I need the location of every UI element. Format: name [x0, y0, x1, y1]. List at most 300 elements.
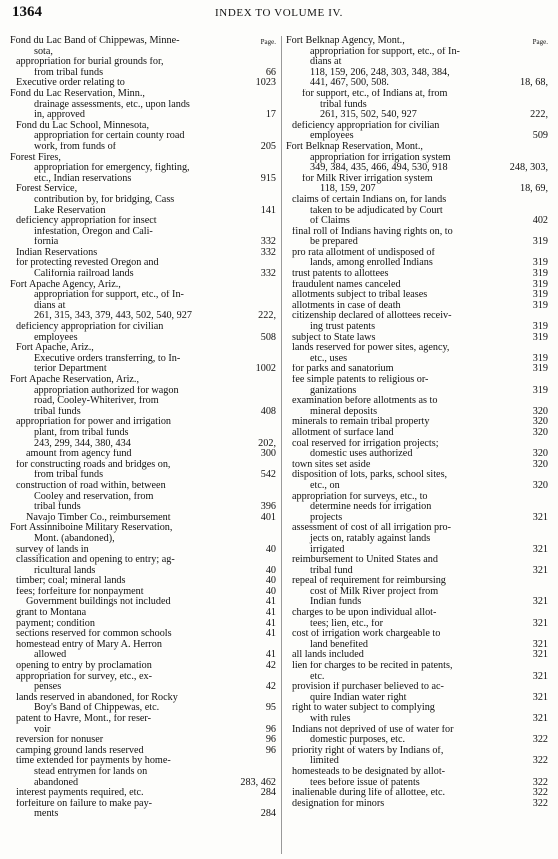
entry-line: tribal funds: [34, 406, 81, 417]
index-entry: [10, 280, 276, 322]
index-entry: [286, 36, 548, 89]
index-entry: [286, 650, 548, 661]
entry-line: right to water subject to complying: [292, 703, 435, 714]
entry-line: claims of certain Indians on, for lands: [292, 194, 447, 205]
entry-line: Fond du Lac Band of Chippewas, Minne-: [10, 36, 180, 46]
page-reference: 1023: [255, 77, 276, 89]
index-entry: [10, 640, 276, 661]
index-entry: [10, 153, 276, 185]
column-divider: [281, 36, 282, 854]
index-entry: [286, 523, 548, 555]
page-reference: 319: [532, 278, 548, 290]
page-reference: 96: [265, 734, 276, 746]
entry-line: etc., uses: [310, 353, 348, 364]
index-entry: [286, 767, 548, 788]
index-entry: [286, 142, 548, 174]
page-reference: 915: [260, 172, 276, 184]
entry-line: homesteads to be designated by allot-: [292, 766, 446, 777]
page-reference: 508: [260, 331, 276, 343]
index-entry: [286, 280, 548, 291]
page-reference: 321: [532, 691, 548, 703]
entry-line: for support, etc., of Indians at, from: [302, 88, 448, 99]
page-reference: 332: [260, 246, 276, 258]
index-entry: [10, 417, 276, 449]
page-reference: 66: [265, 66, 276, 78]
entry-line: opening to entry by proclamation: [16, 661, 152, 672]
entry-line: all lands included: [292, 650, 364, 661]
entry-line: appropriation for survey, etc., ex-: [16, 671, 152, 682]
index-entry: [286, 788, 548, 799]
entry-line: appropriation for power and irrigation: [16, 417, 172, 428]
index-entry: [286, 269, 548, 280]
entry-line: citizenship declared of allottees receiv-: [292, 311, 452, 322]
page-reference: 509: [532, 130, 548, 142]
index-entry: [10, 672, 276, 693]
index-entry: [10, 57, 276, 78]
entry-line: lands, among enrolled Indians: [310, 258, 433, 269]
entry-line: inalienable during life of allottee, etc.: [292, 788, 446, 799]
index-entry: [10, 756, 276, 788]
page-reference: 408: [260, 405, 276, 417]
entry-line: Fort Assinniboine Military Reservation,: [10, 523, 173, 534]
page-reference: 40: [265, 543, 276, 555]
entry-line: tribal fund: [310, 565, 353, 576]
page-reference: 322: [532, 734, 548, 746]
entry-line: appropriation authorized for wagon: [34, 385, 179, 396]
entry-line: stead entrymen for lands on: [34, 766, 148, 777]
page-reference: 396: [260, 501, 276, 513]
entry-line: Indian Reservations: [16, 247, 98, 258]
page-reference: 96: [265, 744, 276, 756]
entry-line: Indian funds: [310, 597, 362, 608]
page-reference: 319: [532, 363, 548, 375]
page-reference: 321: [532, 564, 548, 576]
entry-line: subject to State laws: [292, 332, 376, 343]
page-reference: 319: [532, 331, 548, 343]
entry-line: time extended for payments by home-: [16, 756, 171, 767]
entry-line: tees; lien, etc., for: [310, 618, 383, 629]
index-entry: [10, 735, 276, 746]
index-entry: [286, 682, 548, 703]
entry-line: fornia: [34, 237, 59, 248]
index-entry: [286, 428, 548, 439]
page-reference: 95: [265, 702, 276, 714]
entry-line: allotments subject to tribal leases: [292, 290, 428, 301]
page-reference: 300: [260, 448, 276, 460]
page-reference: 319: [532, 268, 548, 280]
entry-line: terior Department: [34, 364, 107, 375]
entry-line: dians at: [34, 300, 66, 311]
page-reference: 40: [265, 585, 276, 597]
entry-line: timber; coal; mineral lands: [16, 576, 126, 587]
page-reference: 41: [265, 596, 276, 608]
entry-line: classification and opening to entry; ag-: [16, 555, 175, 566]
index-entry: [10, 714, 276, 735]
entry-line: etc., on: [310, 480, 340, 491]
index-entry: [286, 661, 548, 682]
index-entry: [10, 216, 276, 248]
entry-line: lien for charges to be recited in patents,: [292, 661, 453, 672]
index-entry: [10, 629, 276, 640]
index-entry: [10, 184, 276, 216]
entry-line: final roll of Indians having rights on, to: [292, 226, 453, 237]
entry-line: survey of lands in: [16, 544, 89, 555]
index-entry: [10, 693, 276, 714]
entry-line: Lake Reservation: [34, 205, 106, 216]
page-reference: 42: [265, 681, 276, 693]
page-reference: 320: [532, 426, 548, 438]
entry-line: appropriation for support, etc., of In-: [310, 46, 460, 57]
entry-line: provision if purchaser believed to ac-: [292, 682, 444, 693]
page-reference: 319: [532, 257, 548, 269]
index-entry: [10, 121, 276, 153]
entry-line: construction of road within, between: [16, 480, 166, 491]
index-entry: [286, 396, 548, 417]
page-reference: 320: [532, 458, 548, 470]
entry-line: deficiency appropriation for civilian: [16, 322, 164, 333]
entry-line: patent to Havre, Mont., for reser-: [16, 714, 152, 724]
index-entry: [10, 587, 276, 598]
entry-line: Navajo Timber Co., reimbursement: [26, 512, 171, 523]
entry-line: Fort Apache, Ariz.,: [16, 343, 94, 354]
entry-line: cost of Milk River project from: [310, 586, 439, 597]
entry-line: jects on, ratably against lands: [310, 533, 431, 544]
entry-line: payment; condition: [16, 618, 95, 629]
right-column: [286, 36, 548, 809]
entry-line: designation for minors: [292, 798, 385, 809]
page-reference: 319: [532, 299, 548, 311]
entry-line: Forest Fires,: [10, 152, 61, 163]
page-reference: 41: [265, 607, 276, 619]
index-entry: [10, 619, 276, 630]
entry-line: mineral deposits: [310, 406, 378, 417]
index-entry: [286, 470, 548, 491]
entry-line: employees: [310, 131, 354, 142]
entry-line: land benefited: [310, 639, 368, 650]
entry-line: examination before allotments as to: [292, 396, 438, 407]
index-entry: [286, 89, 548, 121]
entry-line: from tribal funds: [34, 67, 104, 78]
page-reference: 322: [532, 787, 548, 799]
index-entry: [286, 746, 548, 767]
running-title: INDEX TO VOLUME IV.: [215, 7, 343, 19]
page-reference: 542: [260, 469, 276, 481]
page-reference: 402: [532, 215, 548, 227]
entry-line: homestead entry of Mary A. Herron: [16, 639, 162, 650]
page-reference: 321: [532, 617, 548, 629]
entry-line: 243, 299, 344, 380, 434: [34, 438, 131, 449]
index-entry: [286, 364, 548, 375]
entry-line: etc.: [310, 671, 325, 682]
page-reference: 320: [532, 405, 548, 417]
page-reference: 322: [532, 755, 548, 767]
index-entry: [10, 89, 276, 121]
entry-line: ganizations: [310, 385, 357, 396]
page-reference: 284: [260, 787, 276, 799]
entry-line: 118, 159, 206, 248, 303, 348, 384,: [310, 67, 450, 78]
index-entry: [10, 513, 276, 524]
entry-line: fraudulent names canceled: [292, 279, 401, 290]
entry-line: Fond du Lac Reservation, Minn.,: [10, 88, 145, 99]
entry-line: deficiency appropriation for civilian: [292, 120, 440, 131]
entry-line: Cooley and reservation, from: [34, 491, 154, 502]
entry-line: Fort Belknap Agency, Mont.,: [286, 36, 405, 46]
page-reference: 320: [532, 448, 548, 460]
entry-line: lands reserved in abandoned, for Rocky: [16, 692, 178, 703]
entry-line: assessment of cost of all irrigation pro-: [292, 523, 452, 534]
index-entry: [10, 343, 276, 375]
entry-line: projects: [310, 512, 343, 523]
entry-line: camping ground lands reserved: [16, 745, 144, 756]
page-reference: 40: [265, 564, 276, 576]
entry-line: Executive order relating to: [16, 78, 125, 89]
entry-line: contribution by, for bridging, Cass: [34, 194, 175, 205]
index-entry: [286, 799, 548, 810]
entry-line: for Milk River irrigation system: [302, 173, 433, 184]
entry-line: quire Indian water right: [310, 692, 407, 703]
entry-line: ing trust patents: [310, 322, 376, 333]
page-reference: 319: [532, 289, 548, 301]
entry-line: tees before issue of patents: [310, 777, 420, 788]
index-entry: [10, 576, 276, 587]
page-reference: 41: [265, 628, 276, 640]
index-entry: [10, 481, 276, 513]
entry-line: for constructing roads and bridges on,: [16, 459, 171, 470]
page-reference: 17: [265, 109, 276, 121]
index-entry: [286, 227, 548, 248]
index-entry: [10, 36, 276, 57]
entry-line: with rules: [310, 714, 351, 724]
entry-line: appropriation for surveys, etc., to: [292, 491, 428, 502]
page-reference: 18, 69,: [519, 183, 548, 195]
index-entry: [286, 311, 548, 332]
index-entry: [286, 460, 548, 471]
index-entry: [10, 746, 276, 757]
page-header: [12, 4, 546, 26]
entry-line: grant to Montana: [16, 608, 87, 619]
entry-line: sota,: [34, 46, 53, 57]
index-entry: [286, 629, 548, 650]
page-reference: 322: [532, 776, 548, 788]
index-entry: [10, 449, 276, 460]
entry-line: deficiency appropriation for insect: [16, 216, 157, 227]
page-reference: 321: [532, 638, 548, 650]
entry-line: cost of irrigation work chargeable to: [292, 629, 441, 640]
index-entry: [286, 439, 548, 460]
entry-line: interest payments required, etc.: [16, 788, 144, 799]
entry-line: reversion for nonuser: [16, 735, 104, 746]
index-entry: [10, 545, 276, 556]
entry-line: appropriation for support, etc., of In-: [34, 290, 184, 301]
entry-line: determine needs for irrigation: [310, 502, 432, 513]
entry-line: limited: [310, 756, 339, 767]
entry-line: 261, 315, 343, 379, 443, 502, 540, 927: [34, 311, 192, 322]
page-reference: 332: [260, 236, 276, 248]
index-entry: [286, 290, 548, 301]
index-entry: [10, 799, 276, 820]
entry-line: lands reserved for power sites, agency,: [292, 343, 450, 354]
entry-line: in, approved: [34, 110, 85, 121]
entry-line: tribal funds: [320, 99, 367, 110]
page-reference: 319: [532, 321, 548, 333]
index-entry: [10, 597, 276, 608]
page-reference: 332: [260, 268, 276, 280]
page-reference: 321: [532, 649, 548, 661]
entry-line: abandoned: [34, 777, 79, 788]
page-reference: 321: [532, 596, 548, 608]
entry-line: 441, 467, 500, 508.: [310, 78, 389, 89]
entry-line: amount from agency fund: [26, 449, 132, 460]
entry-line: priority right of waters by Indians of,: [292, 745, 444, 756]
index-entry: [286, 343, 548, 364]
page-reference: 222,: [530, 109, 548, 121]
entry-line: coal reserved for irrigation projects;: [292, 438, 439, 449]
page-reference: 283, 462: [240, 776, 276, 788]
entry-line: 118, 159, 207: [320, 184, 376, 195]
entry-line: road, Cooley-Whiteriver, from: [34, 396, 159, 407]
entry-line: reimbursement to United States and: [292, 555, 438, 566]
page-reference: 321: [532, 670, 548, 682]
entry-line: California railroad lands: [34, 269, 134, 280]
page-reference: 42: [265, 660, 276, 672]
page-reference: 205: [260, 140, 276, 152]
entry-line: appropriation for emergency, fighting,: [34, 163, 190, 174]
index-entry: [286, 301, 548, 312]
index-entry: [10, 555, 276, 576]
page-reference: 321: [532, 511, 548, 523]
index-entry: [286, 576, 548, 608]
entry-line: for protecting revested Oregon and: [16, 258, 159, 269]
page-reference: 222,: [258, 310, 276, 322]
entry-line: Fort Belknap Reservation, Mont.,: [286, 141, 423, 152]
entry-line: fees; forfeiture for nonpayment: [16, 586, 144, 597]
entry-line: trust patents to allottees: [292, 269, 389, 280]
index-entry: [286, 608, 548, 629]
page-reference: 18, 68,: [519, 77, 548, 89]
entry-line: Indians not deprived of use of water for: [292, 724, 454, 735]
page-reference: 401: [260, 511, 276, 523]
page-column-heading-left: Page.: [260, 38, 276, 46]
entry-line: work, from funds of: [34, 141, 117, 152]
page-reference: 321: [532, 713, 548, 724]
index-entry: [10, 248, 276, 259]
page-column-heading-right: Page.: [532, 38, 548, 46]
page-reference: 284: [260, 808, 276, 820]
index-entry: [10, 322, 276, 343]
entry-line: appropriation for irrigation system: [310, 152, 451, 163]
entry-line: Executive orders transferring, to In-: [34, 353, 181, 364]
entry-line: plant, from tribal funds: [34, 427, 129, 438]
page-reference: 202,: [258, 437, 276, 449]
index-entry: [286, 195, 548, 227]
entry-line: drainage assessments, etc., upon lands: [34, 99, 190, 110]
index-entry: [286, 725, 548, 746]
index-entry: [10, 788, 276, 799]
entry-line: Fort Apache Agency, Ariz.,: [10, 279, 121, 290]
entry-line: fee simple patents to religious or-: [292, 375, 429, 385]
entry-line: allowed: [34, 650, 67, 661]
entry-line: from tribal funds: [34, 470, 104, 481]
page-reference: 319: [532, 352, 548, 364]
page-reference: 319: [532, 236, 548, 248]
page-reference: 322: [532, 797, 548, 809]
index-entry: [286, 492, 548, 524]
index-entry: [286, 417, 548, 428]
entry-line: forfeiture on failure to make pay-: [16, 798, 153, 809]
entry-line: dians at: [310, 57, 342, 68]
entry-line: taken to be adjudicated by Court: [310, 205, 443, 216]
entry-line: 261, 315, 502, 540, 927: [320, 110, 417, 121]
entry-line: pro rata allotment of undisposed of: [292, 247, 435, 258]
page-reference: 248, 303,: [509, 162, 548, 174]
entry-line: tribal funds: [34, 502, 81, 513]
entry-line: disposition of lots, parks, school sites,: [292, 470, 448, 481]
index-entry: [286, 248, 548, 269]
index-entry: [10, 460, 276, 481]
entry-line: Fond du Lac School, Minnesota,: [16, 120, 149, 131]
entry-line: be prepared: [310, 237, 358, 248]
entry-line: allotments in case of death: [292, 300, 401, 311]
entry-line: etc., Indian reservations: [34, 173, 132, 184]
entry-line: Forest Service,: [16, 184, 78, 195]
index-entry: [10, 523, 276, 544]
entry-line: of Claims: [310, 216, 350, 227]
index-entry: [286, 703, 548, 724]
entry-line: domestic purposes, etc.: [310, 735, 406, 746]
entry-line: ments: [34, 809, 59, 820]
entry-line: penses: [34, 682, 62, 693]
entry-line: 349, 384, 435, 466, 494, 530, 918: [310, 163, 448, 174]
entry-line: for parks and sanatorium: [292, 364, 394, 375]
entry-line: domestic uses authorized: [310, 449, 413, 460]
index-entry: [10, 608, 276, 619]
page-reference: 1002: [255, 363, 276, 375]
page-reference: 320: [532, 479, 548, 491]
index-entry: [286, 375, 548, 396]
index-entry: [10, 258, 276, 279]
index-entry: [286, 174, 548, 195]
page-reference: 41: [265, 617, 276, 629]
entry-line: Mont. (abandoned),: [34, 533, 115, 544]
page-reference: 40: [265, 575, 276, 587]
page-reference: 319: [532, 384, 548, 396]
index-entry: [286, 555, 548, 576]
entry-line: charges to be upon individual allot-: [292, 608, 437, 619]
index-entry: [286, 333, 548, 344]
entry-line: appropriation for burial grounds for,: [16, 57, 164, 68]
index-entry: [10, 375, 276, 417]
entry-line: Fort Apache Reservation, Ariz.,: [10, 375, 140, 385]
left-column: [10, 36, 276, 820]
page-number: 1364: [12, 4, 42, 20]
entry-line: allotment of surface land: [292, 427, 394, 438]
page-reference: 96: [265, 723, 276, 735]
page-reference: 141: [260, 204, 276, 216]
entry-line: town sites set aside: [292, 459, 371, 470]
entry-line: Boy's Band of Chippewas, etc.: [34, 703, 160, 714]
entry-line: infestation, Oregon and Cali-: [34, 226, 153, 237]
page-reference: 320: [532, 416, 548, 428]
entry-line: employees: [34, 332, 78, 343]
entry-line: minerals to remain tribal property: [292, 417, 430, 428]
page-reference: 321: [532, 543, 548, 555]
index-entry: [286, 121, 548, 142]
entry-line: irrigated: [310, 544, 345, 555]
index-entry: [10, 78, 276, 89]
entry-line: sections reserved for common schools: [16, 629, 172, 640]
entry-line: appropriation for certain county road: [34, 131, 185, 142]
entry-line: Government buildings not included: [26, 597, 171, 608]
